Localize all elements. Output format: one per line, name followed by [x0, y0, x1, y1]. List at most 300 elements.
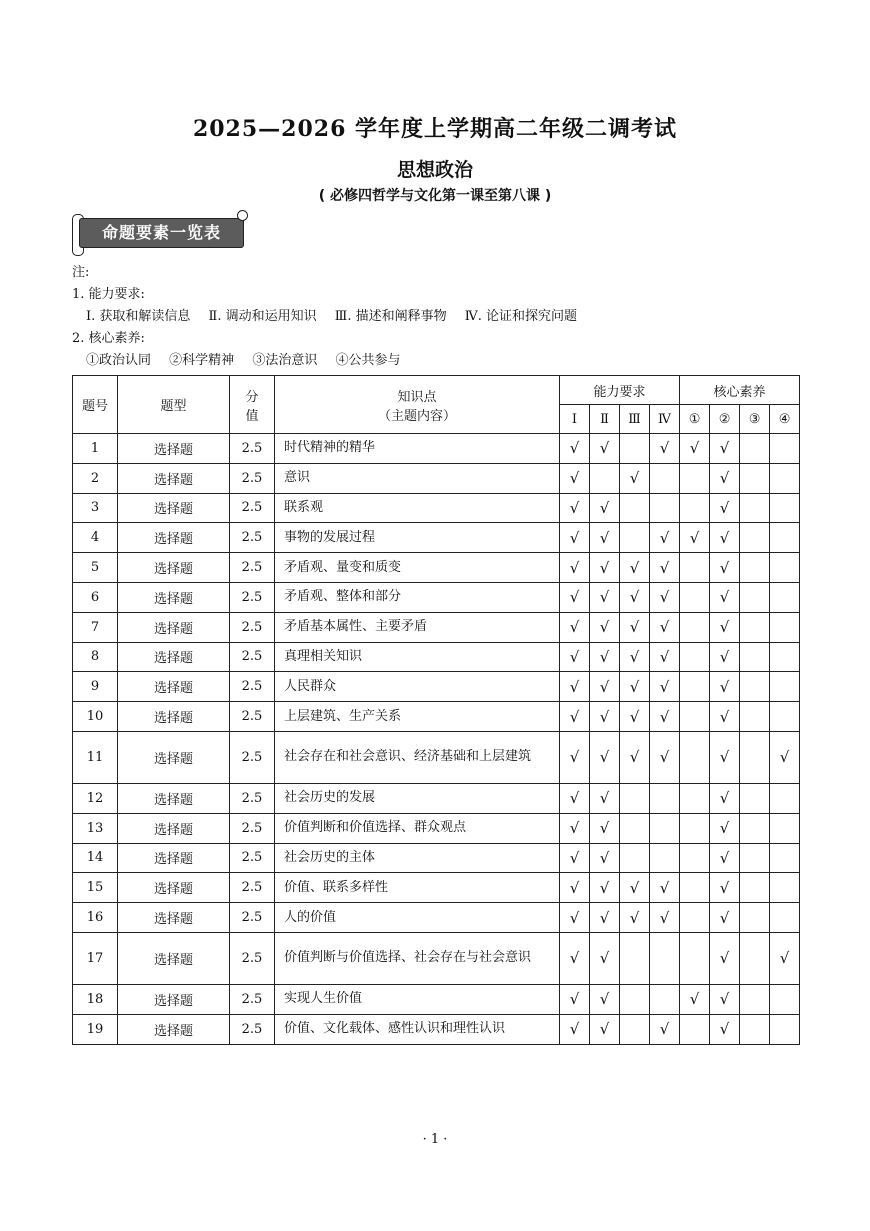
literacy-check-cell [710, 672, 740, 702]
header-literacy-col: ① [680, 405, 710, 434]
ability-check-cell [620, 702, 650, 732]
ability-check-cell [650, 434, 680, 464]
literacy-check-cell [740, 903, 770, 933]
ability-check-cell [620, 932, 650, 984]
question-type-cell: 选择题 [118, 1014, 230, 1044]
ability-check-cell [590, 903, 620, 933]
knowledge-point-cell: 事物的发展过程 [275, 523, 560, 553]
check-mark-icon: √ [719, 647, 730, 666]
ability-check-cell [650, 642, 680, 672]
ability-check-cell [650, 873, 680, 903]
literacy-check-cell [710, 642, 740, 672]
header-type: 题型 [118, 376, 230, 434]
header-knowledge-line2: （主题内容） [377, 408, 456, 424]
literacy-check-cell [770, 813, 800, 843]
check-mark-icon: √ [599, 677, 610, 696]
ability-check-cell [560, 553, 590, 583]
check-mark-icon: √ [569, 748, 580, 767]
literacy-check-cell [680, 642, 710, 672]
check-mark-icon: √ [629, 908, 640, 927]
check-mark-icon: √ [719, 1020, 730, 1039]
score-cell: 2.5 [230, 463, 275, 493]
check-mark-icon: √ [599, 647, 610, 666]
ability-check-cell [560, 493, 590, 523]
ability-check-cell [590, 984, 620, 1014]
check-mark-icon: √ [569, 439, 580, 458]
literacy-check-cell [770, 553, 800, 583]
literacy-check-cell [710, 1014, 740, 1044]
notes-heading: 注: [72, 265, 90, 280]
knowledge-point-cell: 真理相关知识 [275, 642, 560, 672]
ability-check-cell [590, 582, 620, 612]
score-cell: 2.5 [230, 1014, 275, 1044]
table-row [73, 612, 800, 642]
literacy-check-cell [680, 434, 710, 464]
check-mark-icon: √ [689, 439, 700, 458]
check-mark-icon: √ [719, 848, 730, 867]
literacy-check-cell [680, 702, 710, 732]
table-row [73, 463, 800, 493]
literacy-check-cell [680, 932, 710, 984]
knowledge-point-cell: 矛盾观、整体和部分 [275, 582, 560, 612]
knowledge-point-cell: 意识 [275, 463, 560, 493]
literacy-check-cell [770, 672, 800, 702]
check-mark-icon: √ [659, 878, 670, 897]
literacy-check-cell [680, 672, 710, 702]
literacy-check-cell [740, 434, 770, 464]
check-mark-icon: √ [629, 748, 640, 767]
check-mark-icon: √ [599, 1020, 610, 1039]
ability-check-cell [650, 843, 680, 873]
ability-check-cell [590, 932, 620, 984]
table-row [73, 843, 800, 873]
question-type-cell: 选择题 [118, 873, 230, 903]
ability-check-cell [620, 642, 650, 672]
literacy-check-cell [710, 463, 740, 493]
header-literacy-col: ④ [770, 405, 800, 434]
header-ability-col: Ⅱ [590, 405, 620, 434]
ability-check-cell [590, 553, 620, 583]
ability-check-cell [590, 612, 620, 642]
ability-check-cell [650, 903, 680, 933]
table-row [73, 731, 800, 783]
check-mark-icon: √ [569, 558, 580, 577]
literacy-check-cell [740, 873, 770, 903]
table-row [73, 642, 800, 672]
ability-check-cell [650, 463, 680, 493]
ability-check-cell [650, 493, 680, 523]
check-mark-icon: √ [599, 990, 610, 1009]
ability-check-cell [560, 783, 590, 813]
literacy-check-cell [770, 523, 800, 553]
score-cell: 2.5 [230, 612, 275, 642]
question-number-cell: 18 [73, 984, 118, 1014]
question-type-cell: 选择题 [118, 702, 230, 732]
literacy-check-cell [710, 553, 740, 583]
ability-check-cell [650, 702, 680, 732]
check-mark-icon: √ [629, 618, 640, 637]
table-row [73, 903, 800, 933]
score-cell: 2.5 [230, 702, 275, 732]
ability-check-cell [650, 582, 680, 612]
header-knowledge-line1: 知识点 [397, 389, 437, 405]
ability-check-cell [560, 932, 590, 984]
check-mark-icon: √ [719, 588, 730, 607]
ability-check-cell [650, 523, 680, 553]
question-number-cell: 6 [73, 582, 118, 612]
literacy-check-cell [680, 783, 710, 813]
check-mark-icon: √ [569, 528, 580, 547]
ability-check-cell [620, 984, 650, 1014]
literacy-check-cell [710, 843, 740, 873]
ability-check-cell [590, 702, 620, 732]
check-mark-icon: √ [599, 908, 610, 927]
ability-check-cell [620, 783, 650, 813]
section-banner [72, 210, 250, 256]
literacy-check-cell [710, 612, 740, 642]
check-mark-icon: √ [659, 707, 670, 726]
knowledge-point-cell: 时代精神的精华 [275, 434, 560, 464]
knowledge-point-cell: 上层建筑、生产关系 [275, 702, 560, 732]
check-mark-icon: √ [599, 618, 610, 637]
literacy-check-cell [770, 984, 800, 1014]
header-score-line1: 分 [245, 389, 259, 405]
check-mark-icon: √ [569, 618, 580, 637]
banner-label: 命题要素一览表 [79, 218, 244, 248]
literacy-check-cell [740, 612, 770, 642]
check-mark-icon: √ [569, 908, 580, 927]
ability-check-cell [620, 582, 650, 612]
ability-check-cell [620, 523, 650, 553]
literacy-check-cell [740, 463, 770, 493]
question-number-cell: 12 [73, 783, 118, 813]
check-mark-icon: √ [629, 677, 640, 696]
table-row [73, 984, 800, 1014]
literacy-check-cell [680, 843, 710, 873]
literacy-check-cell [740, 813, 770, 843]
ability-check-cell [620, 434, 650, 464]
question-number-cell: 2 [73, 463, 118, 493]
ability-check-cell [590, 843, 620, 873]
literacy-check-cell [680, 873, 710, 903]
ability-check-cell [620, 813, 650, 843]
ability-check-cell [560, 672, 590, 702]
ability-check-cell [590, 493, 620, 523]
notes-block [72, 262, 577, 372]
ability-check-cell [620, 493, 650, 523]
ability-check-cell [560, 984, 590, 1014]
ability-check-cell [560, 523, 590, 553]
check-mark-icon: √ [569, 677, 580, 696]
knowledge-point-cell: 价值判断与价值选择、社会存在与社会意识 [275, 932, 560, 984]
check-mark-icon: √ [659, 908, 670, 927]
check-mark-icon: √ [629, 878, 640, 897]
check-mark-icon: √ [719, 618, 730, 637]
question-type-cell: 选择题 [118, 783, 230, 813]
knowledge-point-cell: 社会历史的发展 [275, 783, 560, 813]
ability-check-cell [620, 731, 650, 783]
check-mark-icon: √ [599, 748, 610, 767]
knowledge-point-cell: 价值、文化载体、感性认识和理性认识 [275, 1014, 560, 1044]
ability-check-cell [620, 903, 650, 933]
check-mark-icon: √ [599, 528, 610, 547]
table-row [73, 553, 800, 583]
table-row [73, 873, 800, 903]
check-mark-icon: √ [719, 469, 730, 488]
literacy-check-cell [740, 702, 770, 732]
ability-check-cell [650, 813, 680, 843]
literacy-check-cell [740, 672, 770, 702]
ability-check-cell [590, 523, 620, 553]
ability-check-cell [650, 932, 680, 984]
literacy-check-cell [740, 553, 770, 583]
literacy-check-cell [710, 873, 740, 903]
ability-check-cell [590, 1014, 620, 1044]
literacy-check-cell [680, 553, 710, 583]
question-number-cell: 9 [73, 672, 118, 702]
ability-check-cell [560, 582, 590, 612]
question-type-cell: 选择题 [118, 434, 230, 464]
knowledge-point-cell: 社会存在和社会意识、经济基础和上层建筑 [275, 731, 560, 783]
literacy-list [72, 350, 577, 372]
check-mark-icon: √ [569, 588, 580, 607]
literacy-item: ③法治意识 [252, 353, 318, 368]
header-literacy-col: ③ [740, 405, 770, 434]
ability-check-cell [560, 642, 590, 672]
check-mark-icon: √ [659, 618, 670, 637]
check-mark-icon: √ [569, 647, 580, 666]
check-mark-icon: √ [629, 469, 640, 488]
ability-item: Ⅱ. 调动和运用知识 [208, 309, 317, 324]
score-cell: 2.5 [230, 523, 275, 553]
literacy-check-cell [770, 873, 800, 903]
header-ability-col: Ⅳ [650, 405, 680, 434]
literacy-check-cell [770, 493, 800, 523]
knowledge-point-cell: 人的价值 [275, 903, 560, 933]
ability-check-cell [560, 873, 590, 903]
check-mark-icon: √ [659, 558, 670, 577]
literacy-check-cell [710, 783, 740, 813]
literacy-check-cell [740, 582, 770, 612]
check-mark-icon: √ [599, 707, 610, 726]
literacy-check-cell [680, 523, 710, 553]
ability-check-cell [560, 1014, 590, 1044]
question-type-cell: 选择题 [118, 463, 230, 493]
literacy-item: ④公共参与 [335, 353, 401, 368]
score-cell: 2.5 [230, 932, 275, 984]
check-mark-icon: √ [659, 677, 670, 696]
ability-check-cell [620, 463, 650, 493]
header-score [230, 376, 275, 434]
table-row [73, 523, 800, 553]
ability-check-cell [590, 783, 620, 813]
check-mark-icon: √ [599, 558, 610, 577]
check-mark-icon: √ [719, 558, 730, 577]
check-mark-icon: √ [689, 990, 700, 1009]
table-row [73, 1014, 800, 1044]
check-mark-icon: √ [599, 439, 610, 458]
ability-check-cell [620, 1014, 650, 1044]
literacy-check-cell [710, 582, 740, 612]
literacy-heading: 2. 核心素养: [72, 331, 145, 346]
question-type-cell: 选择题 [118, 642, 230, 672]
literacy-check-cell [770, 932, 800, 984]
literacy-check-cell [770, 582, 800, 612]
header-literacy-col: ② [710, 405, 740, 434]
literacy-check-cell [680, 612, 710, 642]
ability-check-cell [590, 434, 620, 464]
literacy-check-cell [770, 612, 800, 642]
ability-check-cell [560, 463, 590, 493]
literacy-check-cell [770, 434, 800, 464]
literacy-check-cell [740, 523, 770, 553]
literacy-check-cell [740, 642, 770, 672]
knowledge-point-cell: 人民群众 [275, 672, 560, 702]
table-body [73, 434, 800, 1045]
header-ability-col: Ⅰ [560, 405, 590, 434]
literacy-check-cell [680, 493, 710, 523]
exam-scope: ( 必修四哲学与文化第一课至第八课 ) [318, 188, 552, 204]
question-number-cell: 15 [73, 873, 118, 903]
check-mark-icon: √ [629, 647, 640, 666]
literacy-check-cell [740, 932, 770, 984]
check-mark-icon: √ [569, 1020, 580, 1039]
ability-check-cell [620, 873, 650, 903]
ability-check-cell [650, 1014, 680, 1044]
check-mark-icon: √ [599, 588, 610, 607]
check-mark-icon: √ [599, 789, 610, 808]
literacy-check-cell [740, 1014, 770, 1044]
literacy-check-cell [770, 731, 800, 783]
check-mark-icon: √ [659, 1020, 670, 1039]
check-mark-icon: √ [719, 819, 730, 838]
question-number-cell: 7 [73, 612, 118, 642]
ability-check-cell [650, 783, 680, 813]
check-mark-icon: √ [779, 748, 790, 767]
check-mark-icon: √ [719, 677, 730, 696]
question-number-cell: 8 [73, 642, 118, 672]
check-mark-icon: √ [569, 878, 580, 897]
literacy-check-cell [680, 582, 710, 612]
check-mark-icon: √ [599, 949, 610, 968]
knowledge-point-cell: 实现人生价值 [275, 984, 560, 1014]
ability-item: Ⅰ. 获取和解读信息 [86, 309, 191, 324]
header-number: 题号 [73, 376, 118, 434]
scroll-curl-icon [237, 210, 248, 221]
knowledge-point-cell: 矛盾观、量变和质变 [275, 553, 560, 583]
check-mark-icon: √ [569, 498, 580, 517]
check-mark-icon: √ [659, 439, 670, 458]
question-type-cell: 选择题 [118, 493, 230, 523]
literacy-check-cell [710, 523, 740, 553]
check-mark-icon: √ [659, 748, 670, 767]
ability-check-cell [620, 672, 650, 702]
knowledge-point-cell: 价值判断和价值选择、群众观点 [275, 813, 560, 843]
table-row [73, 672, 800, 702]
ability-check-cell [590, 731, 620, 783]
check-mark-icon: √ [599, 819, 610, 838]
ability-item: Ⅲ. 描述和阐释事物 [334, 309, 447, 324]
table-row [73, 434, 800, 464]
question-number-cell: 17 [73, 932, 118, 984]
literacy-item: ①政治认同 [86, 353, 152, 368]
ability-check-cell [620, 843, 650, 873]
check-mark-icon: √ [719, 789, 730, 808]
question-type-cell: 选择题 [118, 612, 230, 642]
check-mark-icon: √ [719, 707, 730, 726]
score-cell: 2.5 [230, 783, 275, 813]
question-type-cell: 选择题 [118, 672, 230, 702]
question-type-cell: 选择题 [118, 932, 230, 984]
literacy-check-cell [710, 932, 740, 984]
check-mark-icon: √ [719, 439, 730, 458]
knowledge-point-cell: 价值、联系多样性 [275, 873, 560, 903]
check-mark-icon: √ [629, 558, 640, 577]
question-elements-table [72, 375, 800, 1045]
table-row [73, 702, 800, 732]
question-type-cell: 选择题 [118, 553, 230, 583]
ability-check-cell [590, 642, 620, 672]
check-mark-icon: √ [629, 588, 640, 607]
ability-check-cell [560, 612, 590, 642]
literacy-check-cell [770, 903, 800, 933]
literacy-check-cell [770, 783, 800, 813]
question-number-cell: 11 [73, 731, 118, 783]
check-mark-icon: √ [629, 707, 640, 726]
check-mark-icon: √ [569, 819, 580, 838]
check-mark-icon: √ [659, 647, 670, 666]
check-mark-icon: √ [569, 990, 580, 1009]
score-cell: 2.5 [230, 984, 275, 1014]
ability-check-cell [590, 813, 620, 843]
header-ability-col: Ⅲ [620, 405, 650, 434]
score-cell: 2.5 [230, 672, 275, 702]
score-cell: 2.5 [230, 434, 275, 464]
check-mark-icon: √ [719, 949, 730, 968]
score-cell: 2.5 [230, 493, 275, 523]
ability-check-cell [590, 463, 620, 493]
header-score-line2: 值 [245, 408, 259, 424]
ability-check-cell [560, 434, 590, 464]
ability-check-cell [590, 873, 620, 903]
score-cell: 2.5 [230, 731, 275, 783]
question-type-cell: 选择题 [118, 813, 230, 843]
question-number-cell: 14 [73, 843, 118, 873]
literacy-check-cell [770, 463, 800, 493]
check-mark-icon: √ [599, 498, 610, 517]
score-cell: 2.5 [230, 873, 275, 903]
knowledge-point-cell: 社会历史的主体 [275, 843, 560, 873]
score-cell: 2.5 [230, 813, 275, 843]
question-number-cell: 5 [73, 553, 118, 583]
table-row [73, 582, 800, 612]
exam-title: 2025—2026 学年度上学期高二年级二调考试 [192, 116, 678, 142]
ability-check-cell [560, 731, 590, 783]
literacy-check-cell [770, 642, 800, 672]
literacy-check-cell [740, 984, 770, 1014]
question-type-cell: 选择题 [118, 984, 230, 1014]
exam-subject: 思想政治 [396, 159, 473, 181]
ability-list [72, 306, 577, 328]
page-number: · 1 · [422, 1132, 448, 1147]
table-row [73, 813, 800, 843]
ability-check-cell [560, 843, 590, 873]
ability-check-cell [560, 702, 590, 732]
ability-check-cell [560, 903, 590, 933]
check-mark-icon: √ [689, 528, 700, 547]
score-cell: 2.5 [230, 582, 275, 612]
check-mark-icon: √ [719, 498, 730, 517]
